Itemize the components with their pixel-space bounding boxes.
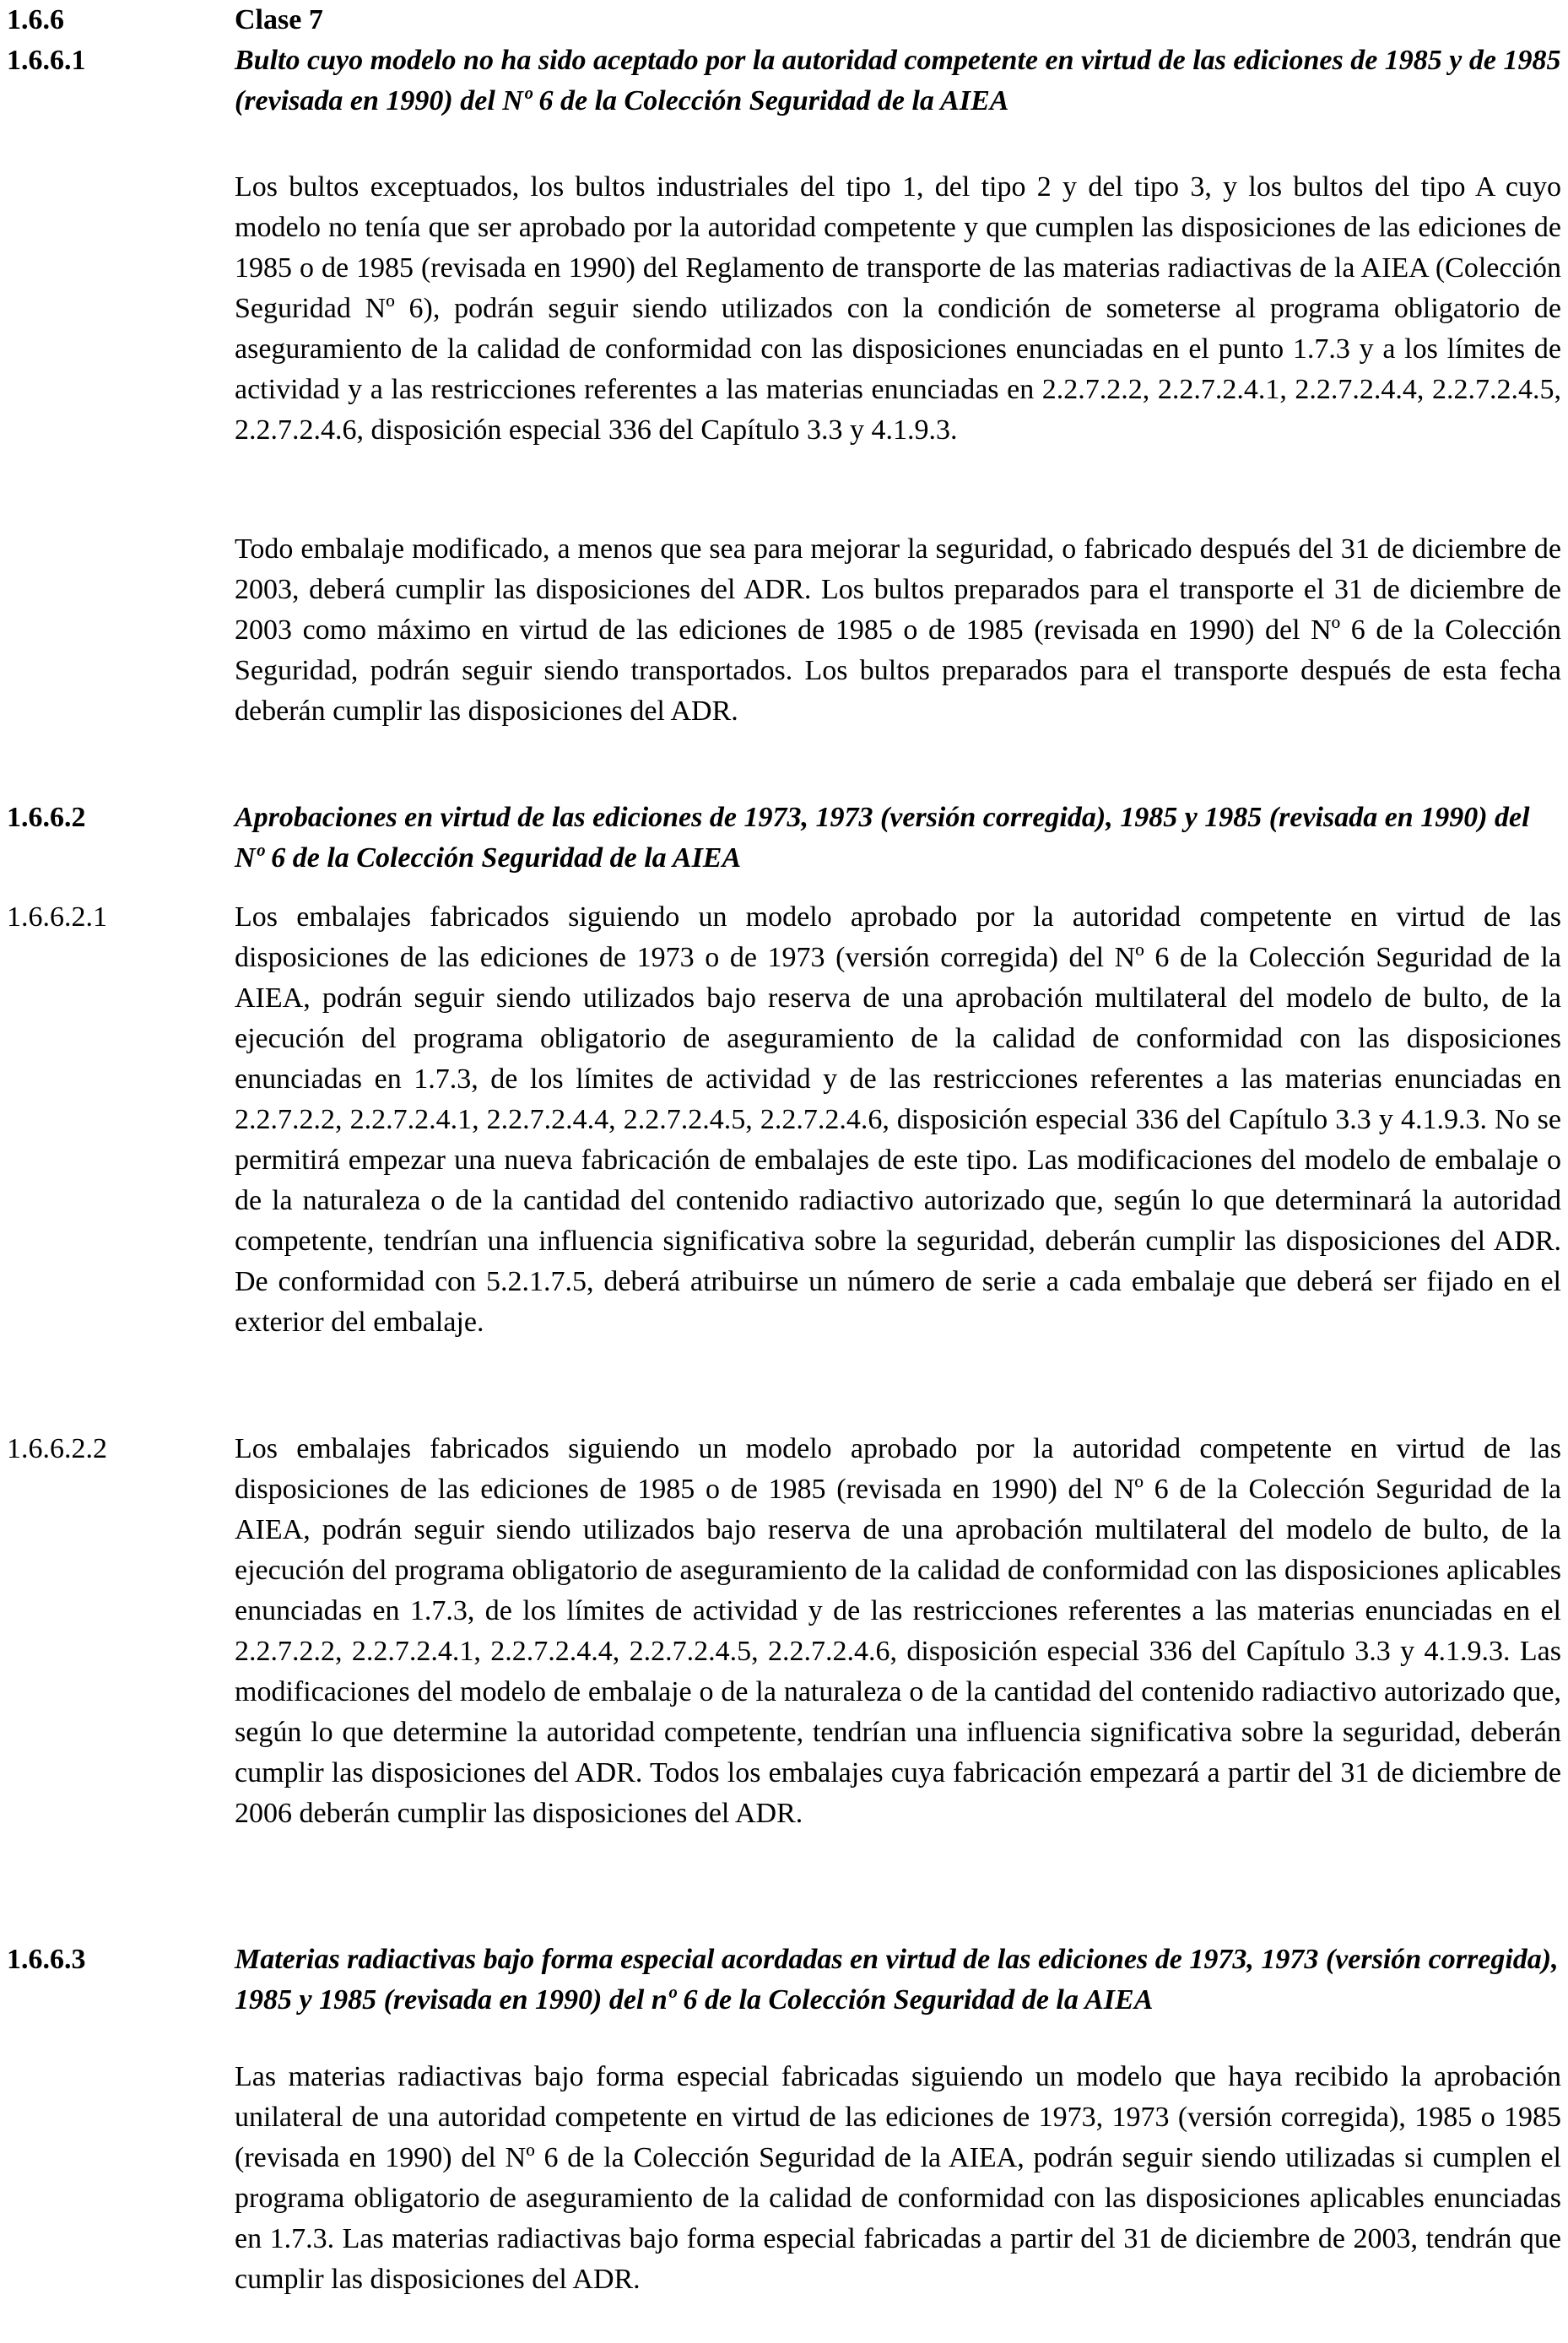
section-heading — [0, 0, 1568, 41]
subsection-3-number: 1.6.6.3 — [7, 1944, 86, 1975]
clause-number: 1.6.6.2.1 — [7, 901, 107, 933]
section-number: 1.6.6 — [7, 4, 64, 35]
clause-text: Los embalajes fabricados siguiendo un modelo aprobado por la autoridad competente en virtud de las disposiciones de las ediciones de 1985 o de 1985 (revisada en 1990) del Nº 6 de la Colección Seguridad de la AIEA, podrán seguir siendo utilizados bajo reserva de una aprobación multilateral del modelo de bulto, de la ejecución del programa obligatorio de aseguramiento de la calidad de conformidad con las disposiciones aplicables enunciadas en 1.7.3, de los límites de actividad y de las restricciones referentes a las materias enunciadas en el 2.2.7.2.2, 2.2.7.2.4.1, 2.2.7.2.4.4, 2.2.7.2.4.5, 2.2.7.2.4.6, disposición especial 336 del Capítulo 3.3 y 4.1.9.3. Las modificaciones del modelo de embalaje o de la naturaleza o de la cantidad del contenido radiactivo autorizado que, según lo que determine la autoridad competente, tendrían una influencia significativa sobre la seguridad, deberán cumplir las disposiciones del ADR. Todos los embalajes cuya fabricación empezará a partir del 31 de diciembre de 2006 deberán cumplir las disposiciones del ADR. — [235, 1433, 1561, 1829]
subsection-1-heading — [0, 41, 1568, 122]
clause-text: Los embalajes fabricados siguiendo un modelo aprobado por la autoridad competente en virtud de las disposiciones de las ediciones de 1973 o de 1973 (versión corregida) del Nº 6 de la Colección Seguridad de la AIEA, podrán seguir siendo utilizados bajo reserva de una aprobación multilateral del modelo de bulto, de la ejecución del programa obligatorio de aseguramiento de la calidad de conformidad con las disposiciones enunciadas en 1.7.3, de los límites de actividad y de las restricciones referentes a las materias enunciadas en 2.2.7.2.2, 2.2.7.2.4.1, 2.2.7.2.4.4, 2.2.7.2.4.5, 2.2.7.2.4.6, disposición especial 336 del Capítulo 3.3 y 4.1.9.3. No se permitirá empezar una nueva fabricación de embalajes de este tipo. Las modificaciones del modelo de embalaje o de la naturaleza o de la cantidad del contenido radiactivo autorizado que, según lo que determinará la autoridad competente, tendrían una influencia significativa sobre la seguridad, deberán cumplir las disposiciones del ADR. De conformidad con 5.2.1.7.5, deberá atribuirse un número de serie a cada embalaje que deberá ser fijado en el exterior del embalaje. — [235, 901, 1561, 1338]
section-title: Clase 7 — [235, 4, 323, 35]
paragraph-text: Las materias radiactivas bajo forma especial fabricadas siguiendo un modelo que haya recibido la aprobación unilateral de una autoridad competente en virtud de las ediciones de 1973, 1973 (versión corregida), 1985 o 1985 (revisada en 1990) del Nº 6 de la Colección Seguridad de la AIEA, podrán seguir siendo utilizadas si cumplen el programa obligatorio de aseguramiento de la calidad de conformidad con las disposiciones aplicables enunciadas en 1.7.3. Las materias radiactivas bajo forma especial fabricadas a partir del 31 de diciembre de 2003, tendrán que cumplir las disposiciones del ADR. — [235, 2061, 1561, 2295]
subsection-3-title: Materias radiactivas bajo forma especial acordadas en virtud de las ediciones de 1973, 1973 (versión corregida), 1985 y 1985 (revisada en 1990) del nº 6 de la Colección Seguridad de la AIEA — [235, 1944, 1559, 2016]
paragraph-text: Todo embalaje modificado, a menos que sea para mejorar la seguridad, o fabricado después del 31 de diciembre de 2003, deberá cumplir las disposiciones del ADR. Los bultos preparados para el transporte el 31 de diciembre de 2003 como máximo en virtud de las ediciones de 1985 o de 1985 (revisada en 1990) del Nº 6 de la Colección Seguridad, podrán seguir siendo transportados. Los bultos preparados para el transporte después de esta fecha deberán cumplir las disposiciones del ADR. — [235, 533, 1561, 727]
subsection-3-heading — [0, 1940, 1568, 2021]
subsection-2-number: 1.6.6.2 — [7, 802, 86, 833]
subsection-2-title: Aprobaciones en virtud de las ediciones de 1973, 1973 (versión corregida), 1985 y 1985 (revisada en 1990) del Nº 6 de la Colección Seguridad de la AIEA — [235, 802, 1530, 874]
subsection-2-heading — [0, 798, 1568, 879]
subsection-1-title: Bulto cuyo modelo no ha sido aceptado por la autoridad competente en virtud de las ediciones de 1985 y de 1985 (revisada en 1990) del Nº 6 de la Colección Seguridad de la AIEA — [235, 45, 1561, 116]
paragraph-text: Los bultos exceptuados, los bultos industriales del tipo 1, del tipo 2 y del tipo 3, y los bultos del tipo A cuyo modelo no tenía que ser aprobado por la autoridad competente y que cumplen las disposiciones de las ediciones de 1985 o de 1985 (revisada en 1990) del Reglamento de transporte de las materias radiactivas de la AIEA (Colección Seguridad Nº 6), podrán seguir siendo utilizados con la condición de someterse al programa obligatorio de aseguramiento de la calidad de conformidad con las disposiciones enunciadas en el punto 1.7.3 y a los límites de actividad y a las restricciones referentes a las materias enunciadas en 2.2.7.2.2, 2.2.7.2.4.1, 2.2.7.2.4.4, 2.2.7.2.4.5, 2.2.7.2.4.6, disposición especial 336 del Capítulo 3.3 y 4.1.9.3. — [235, 171, 1561, 446]
clause-number: 1.6.6.2.2 — [7, 1433, 107, 1464]
subsection-1-number: 1.6.6.1 — [7, 45, 86, 76]
